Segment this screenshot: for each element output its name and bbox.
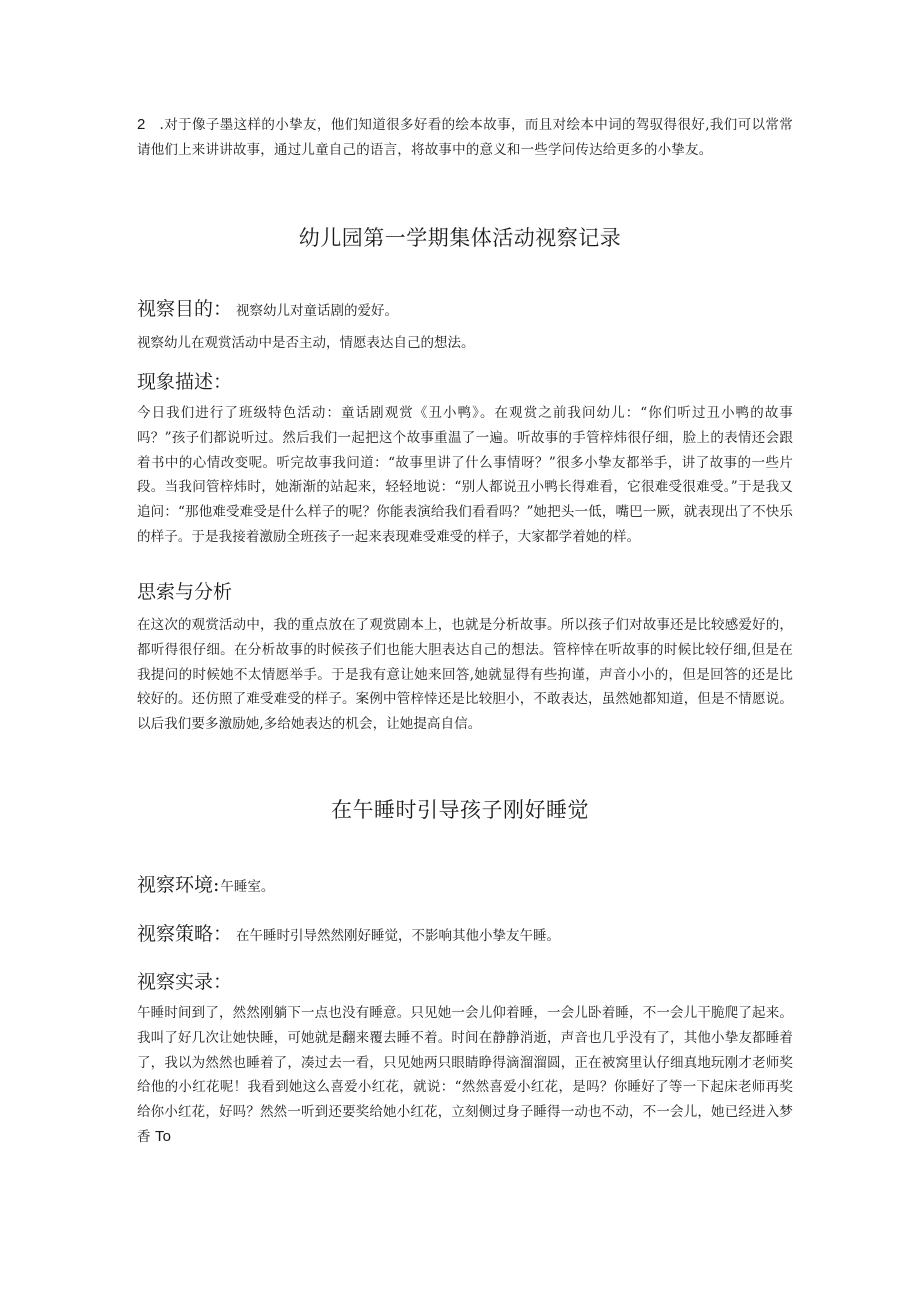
purpose-label: 视察目的： [137,298,233,320]
intro-paragraph [137,112,793,163]
env-text: 午睡室。 [220,879,275,895]
record-paragraph [137,1001,793,1150]
purpose-text: 视察幼儿对童话剧的爱好。 [236,303,399,319]
phenomenon-heading: 现象描述： [137,371,233,393]
phenomenon-paragraph: 今日我们进行了班级特色活动：童话剧观赏《丑小鸭》。在观赏之前我问幼儿：“你们听过丑小鸭的故事吗？”孩子们都说听过。然后我们一起把这个故事重温了一遍。听故事的手管梓炜很仔细，脸上的表情还会跟着书中的心情改变呢。听完故事我问道：“故事里讲了什么事情呀？”很多小挚友都举手，讲了故事的一些片段。当我问管梓炜时，她渐渐的站起来，轻轻地说：“别人都说丑小鸭长得难看，它很难受很难受。”于是我又追问：“那他难受难受是什么样子的呢？你能表演给我们看看吗？”她把头一低，嘴巴一厥，就表现出了不快乐的样子。于是我接着激励全班孩子一起来表现难受难受的样子，大家都学着她的样。 [137,405,793,545]
strategy-label: 视察策略： [137,923,233,945]
analysis-paragraph: 在这次的观赏活动中，我的重点放在了观赏剧本上，也就是分析故事。所以孩子们对故事还是比较感爱好的，都听得很仔细。在分析故事的时候孩子们也能大胆表达自己的想法。管梓悻在听故事的时候比较仔细,但是在我提问的时候她不太情愿举手。于是我有意让她来回答,她就显得有些拘谨，声音小小的，但是回答的还是比较好的。还仿照了难受难受的样子。案例中管梓悻还是比较胆小，不敢表达，虽然她都知道，但是不情愿说。以后我们要多激励她,多给她表达的机会，让她提高自信。 [137,617,793,733]
section1-title: 幼儿园第一学期集体活动视察记录 [298,226,622,250]
purpose-heading [137,294,398,321]
section2-title: 在午睡时引导孩子刚好睡觉 [331,798,589,822]
strategy-text: 在午睡时引导然然刚好睡觉，不影响其他小挚友午睡。 [236,928,561,944]
purpose-line2: 视察幼儿在观赏活动中是否主动，情愿表达自己的想法。 [137,335,475,351]
record-text: 午睡时间到了，然然刚躺下一点也没有睡意。只见她一会儿仰着睡，一会儿卧着睡，不一会儿干脆爬了起来。我叫了好几次让她快睡，可她就是翻来覆去睡不着。时间在静静消逝，声音也几乎没有了，其他小挚友都睡着了，我以为然然也睡着了，凑过去一看，只见她两只眼睛睁得滴溜溜圆，正在被窝里认仔细真地玩刚才老师奖给他的小红花呢！我看到她这么喜爱小红花，就说：“然然喜爱小红花，是吗？你睡好了等一下起床老师再奖给你小红花，好吗？然然一听到还要奖给她小红花，立刻侧过身子睡得一动也不动，不一会儿，她已经进入梦香 [137,1005,793,1145]
record-heading: 视察实录： [137,971,233,993]
intro-text: .对于像子墨这样的小挚友，他们知道很多好看的绘本故事，而且对绘本中词的驾驭得很好,我们可以常常请他们上来讲讲故事，通过儿童自己的语言，将故事中的意义和一些学问传达给更多的小挚友。 [137,117,793,158]
intro-number: 2 [137,116,146,133]
env-label: 视察环境: [137,874,220,896]
record-tail: To [155,1127,172,1145]
env-heading [137,870,274,897]
analysis-heading: 思索与分析 [137,581,233,603]
strategy-heading [137,919,560,946]
